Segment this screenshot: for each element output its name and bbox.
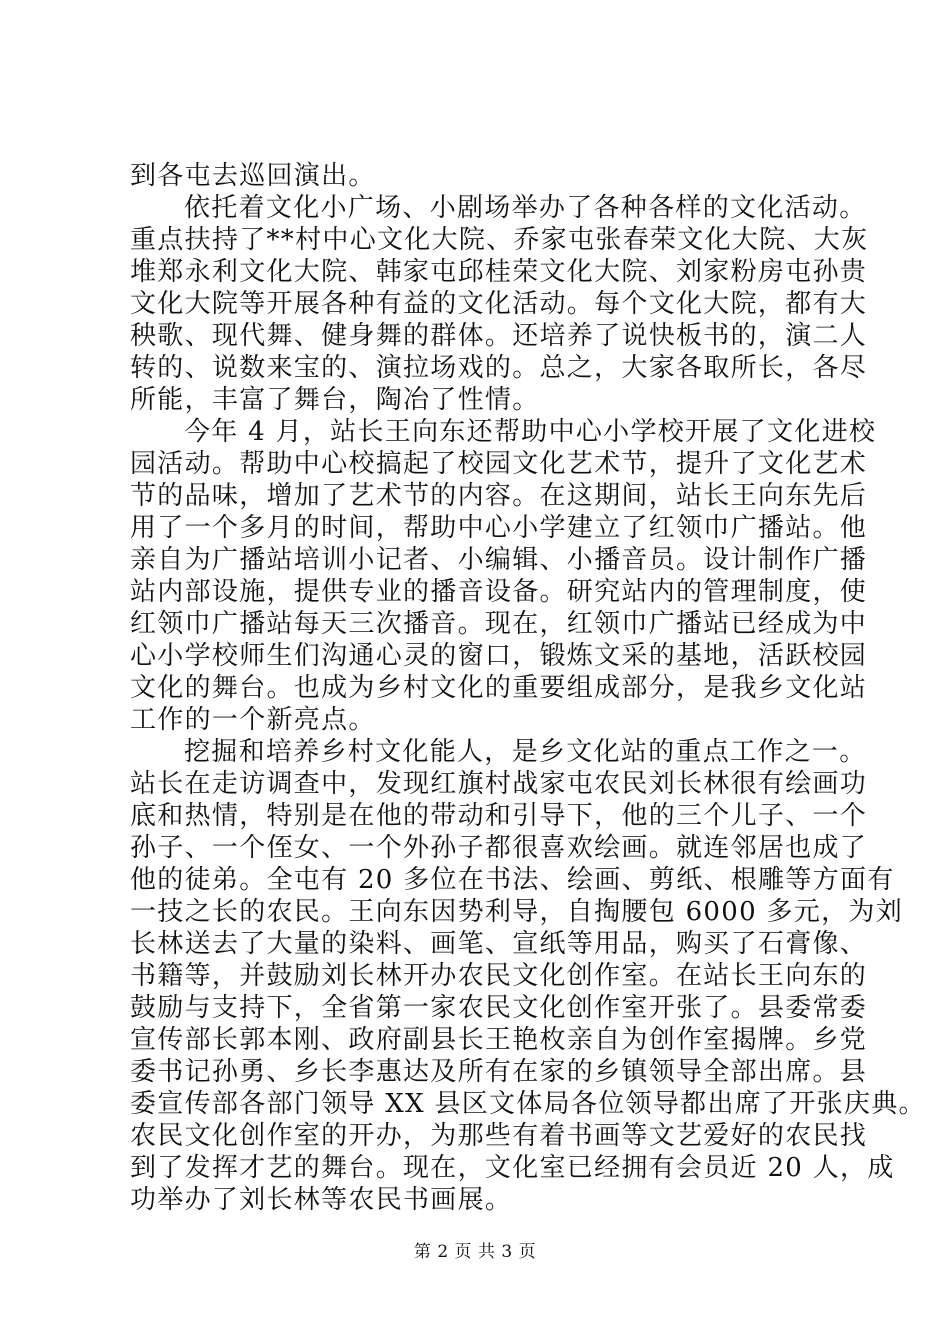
text-line: 所能，丰富了舞台，陶冶了性情。 xyxy=(130,385,540,415)
text-line: 节的品味，增加了艺术节的内容。在这期间，站长王向东先后 xyxy=(130,481,868,511)
text-line: 文化的舞台。也成为乡村文化的重要组成部分，是我乡文化站 xyxy=(130,673,868,703)
paragraph-first-line: 依托着文化小广场、小剧场举办了各种各样的文化活动。 xyxy=(184,193,867,223)
text-line: 秧歌、现代舞、健身舞的群体。还培养了说快板书的，演二人 xyxy=(130,321,868,351)
text-line: 到了发挥才艺的舞台。现在，文化室已经拥有会员近 20 人，成 xyxy=(130,1153,895,1183)
text-line: 孙子、一个侄女、一个外孙子都很喜欢绘画。就连邻居也成了 xyxy=(130,833,868,863)
text-line: 宣传部长郭本刚、政府副县长王艳枚亲自为创作室揭牌。乡党 xyxy=(130,1025,868,1055)
text-line: 书籍等，并鼓励刘长林开办农民文化创作室。在站长王向东的 xyxy=(130,961,868,991)
document-body xyxy=(130,160,926,1216)
text-line: 工作的一个新亮点。 xyxy=(130,705,376,735)
text-line: 堆郑永利文化大院、韩家屯邱桂荣文化大院、刘家粉房屯孙贵 xyxy=(130,257,868,287)
text-line: 文化大院等开展各种有益的文化活动。每个文化大院，都有大 xyxy=(130,289,868,319)
page-footer: 第 2 页 共 3 页 xyxy=(413,1242,537,1262)
text-line: 底和热情，特别是在他的带动和引导下，他的三个儿子、一个 xyxy=(130,801,868,831)
text-line: 转的、说数来宝的、演拉场戏的。总之，大家各取所长，各尽 xyxy=(130,353,868,383)
text-line: 鼓励与支持下，全省第一家农民文化创作室开张了。县委常委 xyxy=(130,993,868,1023)
text-line: 长林送去了大量的染料、画笔、宣纸等用品，购买了石膏像、 xyxy=(130,929,868,959)
text-line: 站长在走访调查中，发现红旗村战家屯农民刘长林很有绘画功 xyxy=(130,769,868,799)
text-line: 园活动。帮助中心校搞起了校园文化艺术节，提升了文化艺术 xyxy=(130,449,868,479)
text-line: 重点扶持了**村中心文化大院、乔家屯张春荣文化大院、大灰 xyxy=(130,225,869,255)
text-line: 站内部设施，提供专业的播音设备。研究站内的管理制度，使 xyxy=(130,577,868,607)
text-line: 委书记孙勇、乡长李惠达及所有在家的乡镇领导全部出席。县 xyxy=(130,1057,868,1087)
text-line: 亲自为广播站培训小记者、小编辑、小播音员。设计制作广播 xyxy=(130,545,868,575)
text-line: 到各屯去巡回演出。 xyxy=(130,161,376,191)
paragraph-first-line: 挖掘和培养乡村文化能人，是乡文化站的重点工作之一。 xyxy=(184,737,867,767)
text-line: 他的徒弟。全屯有 20 多位在书法、绘画、剪纸、根雕等方面有 xyxy=(130,865,895,895)
text-line: 功举办了刘长林等农民书画展。 xyxy=(130,1185,513,1215)
text-line: 一技之长的农民。王向东因势利导，自掏腰包 6000 多元，为刘 xyxy=(130,897,903,927)
text-line: 红领巾广播站每天三次播音。现在，红领巾广播站已经成为中 xyxy=(130,609,868,639)
text-line: 委宣传部各部门领导 XX 县区文体局各位领导都出席了开张庆典。 xyxy=(130,1089,926,1119)
text-line: 心小学校师生们沟通心灵的窗口，锻炼文采的基地，活跃校园 xyxy=(130,641,868,671)
paragraph-first-line: 今年 4 月，站长王向东还帮助中心小学校开展了文化进校 xyxy=(184,417,877,447)
text-line: 农民文化创作室的开办，为那些有着书画等文艺爱好的农民找 xyxy=(130,1121,868,1151)
text-line: 用了一个多月的时间，帮助中心小学建立了红领巾广播站。他 xyxy=(130,513,868,543)
